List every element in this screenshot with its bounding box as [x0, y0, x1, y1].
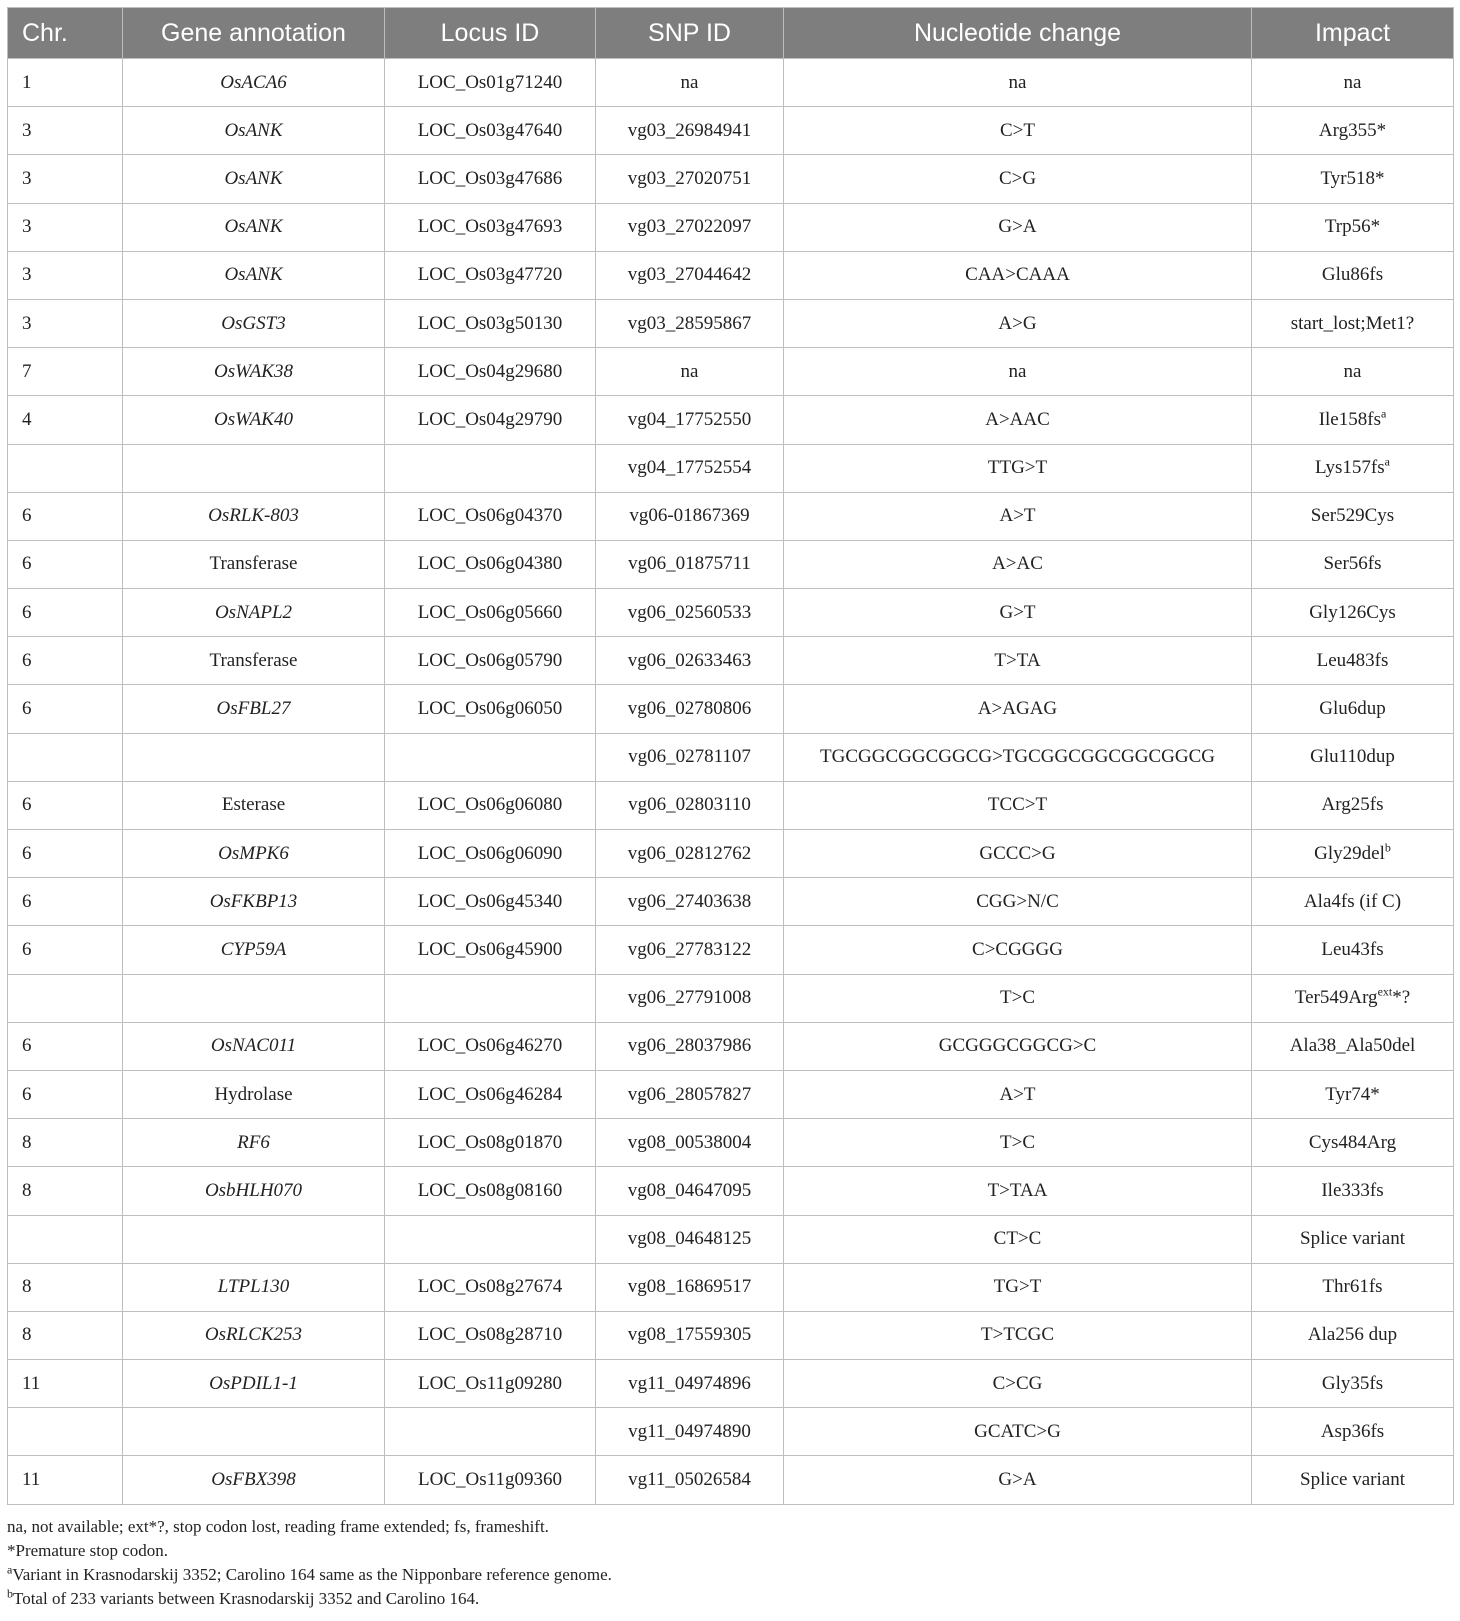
table-row [8, 781, 1454, 829]
change-cell: CT>C [784, 1215, 1252, 1263]
table-row [8, 492, 1454, 540]
table-row [8, 830, 1454, 878]
locus-cell: LOC_Os06g06080 [385, 781, 596, 829]
snp-cell: vg06_02803110 [596, 781, 784, 829]
change-cell: TGCGGCGGCGGCG>TGCGGCGGCGGCGGCG [784, 733, 1252, 781]
snp-cell: vg03_27020751 [596, 155, 784, 203]
impact-text: Ile333fs [1321, 1179, 1384, 1201]
impact-cell [1252, 1408, 1454, 1456]
change-cell: G>T [784, 589, 1252, 637]
change-cell: GCCC>G [784, 830, 1252, 878]
table-row [8, 733, 1454, 781]
gene-cell: OsFKBP13 [123, 878, 385, 926]
impact-text: Leu43fs [1321, 938, 1384, 960]
chr-cell: 4 [8, 396, 123, 444]
locus-cell: LOC_Os11g09280 [385, 1360, 596, 1408]
gene-cell: OsANK [123, 251, 385, 299]
change-cell: CAA>CAAA [784, 251, 1252, 299]
snp-cell: na [596, 348, 784, 396]
impact-cell [1252, 1022, 1454, 1070]
locus-cell: LOC_Os06g46270 [385, 1022, 596, 1070]
snp-cell: vg06_02812762 [596, 830, 784, 878]
chr-cell: 8 [8, 1311, 123, 1359]
change-cell: C>CGGGG [784, 926, 1252, 974]
impact-cell [1252, 299, 1454, 347]
table-row [8, 685, 1454, 733]
gene-cell: OsFBL27 [123, 685, 385, 733]
gene-cell: OsRLCK253 [123, 1311, 385, 1359]
impact-cell [1252, 685, 1454, 733]
gene-cell: OsbHLH070 [123, 1167, 385, 1215]
impact-cell [1252, 637, 1454, 685]
change-cell: C>T [784, 107, 1252, 155]
snp-cell: vg11_04974896 [596, 1360, 784, 1408]
table-row [8, 203, 1454, 251]
table-row [8, 1070, 1454, 1118]
impact-cell [1252, 781, 1454, 829]
change-cell: T>TCGC [784, 1311, 1252, 1359]
snp-cell: vg04_17752550 [596, 396, 784, 444]
snp-cell: vg11_05026584 [596, 1456, 784, 1504]
locus-cell [385, 974, 596, 1022]
impact-cell [1252, 1070, 1454, 1118]
locus-cell: LOC_Os11g09360 [385, 1456, 596, 1504]
locus-cell: LOC_Os01g71240 [385, 59, 596, 107]
impact-cell [1252, 1311, 1454, 1359]
locus-cell: LOC_Os06g05660 [385, 589, 596, 637]
snp-cell: vg03_27044642 [596, 251, 784, 299]
impact-cell [1252, 974, 1454, 1022]
locus-cell: LOC_Os04g29790 [385, 396, 596, 444]
gene-cell: Transferase [123, 540, 385, 588]
snp-cell: vg08_04647095 [596, 1167, 784, 1215]
impact-cell [1252, 1456, 1454, 1504]
header-chr: Chr. [8, 8, 123, 59]
header-row [8, 8, 1454, 59]
impact-text: Tyr74* [1325, 1083, 1380, 1105]
impact-cell [1252, 540, 1454, 588]
change-cell: A>T [784, 492, 1252, 540]
impact-cell [1252, 830, 1454, 878]
locus-cell: LOC_Os06g06050 [385, 685, 596, 733]
locus-cell: LOC_Os08g08160 [385, 1167, 596, 1215]
impact-cell [1252, 1215, 1454, 1263]
change-cell: A>G [784, 299, 1252, 347]
gene-cell [123, 733, 385, 781]
impact-text: na [1343, 71, 1362, 93]
chr-cell: 6 [8, 540, 123, 588]
table-row [8, 1215, 1454, 1263]
change-cell: C>G [784, 155, 1252, 203]
impact-text: Arg355* [1318, 119, 1387, 141]
gene-cell: OsNAPL2 [123, 589, 385, 637]
change-cell: G>A [784, 1456, 1252, 1504]
snp-cell: vg03_28595867 [596, 299, 784, 347]
header-gene-annotation: Gene annotation [123, 8, 385, 59]
page [7, 7, 1453, 1611]
chr-cell: 8 [8, 1119, 123, 1167]
locus-cell: LOC_Os06g04370 [385, 492, 596, 540]
footnote-b-mark: b [7, 1585, 13, 1600]
impact-footnote-mark: ext [1377, 984, 1393, 999]
change-cell: TCC>T [784, 781, 1252, 829]
impact-text: Ser529Cys [1310, 505, 1395, 527]
impact-cell [1252, 1360, 1454, 1408]
table-row [8, 107, 1454, 155]
gene-cell: OsPDIL1-1 [123, 1360, 385, 1408]
impact-cell [1252, 348, 1454, 396]
impact-cell [1252, 155, 1454, 203]
header-locus-id: Locus ID [385, 8, 596, 59]
impact-text: Gly29del [1314, 842, 1385, 864]
footnote-a-mark: a [7, 1561, 13, 1576]
impact-text: Arg25fs [1321, 794, 1384, 816]
impact-cell [1252, 107, 1454, 155]
gene-cell: LTPL130 [123, 1263, 385, 1311]
snp-cell: vg08_04648125 [596, 1215, 784, 1263]
impact-text: Tyr518* [1320, 167, 1385, 189]
snp-cell: vg08_00538004 [596, 1119, 784, 1167]
chr-cell [8, 974, 123, 1022]
table-row [8, 59, 1454, 107]
table-row [8, 348, 1454, 396]
locus-cell [385, 1215, 596, 1263]
locus-cell: LOC_Os03g47686 [385, 155, 596, 203]
table-row [8, 1408, 1454, 1456]
snp-cell: vg06_02781107 [596, 733, 784, 781]
change-cell: GCATC>G [784, 1408, 1252, 1456]
snp-cell: vg06_02780806 [596, 685, 784, 733]
change-cell: GCGGGCGGCG>C [784, 1022, 1252, 1070]
snp-cell: vg08_16869517 [596, 1263, 784, 1311]
gene-cell [123, 1215, 385, 1263]
table-row [8, 974, 1454, 1022]
change-cell: T>TA [784, 637, 1252, 685]
impact-cell [1252, 492, 1454, 540]
table-row [8, 251, 1454, 299]
table-row [8, 155, 1454, 203]
impact-text: Glu110dup [1310, 746, 1395, 768]
chr-cell: 6 [8, 589, 123, 637]
chr-cell: 6 [8, 1070, 123, 1118]
chr-cell [8, 733, 123, 781]
chr-cell [8, 1215, 123, 1263]
impact-text: Gly35fs [1321, 1372, 1384, 1394]
table-row [8, 926, 1454, 974]
table-row [8, 589, 1454, 637]
table-body [8, 59, 1454, 1505]
locus-cell: LOC_Os03g47693 [385, 203, 596, 251]
header-impact: Impact [1252, 8, 1454, 59]
table-footnotes [7, 1515, 1453, 1611]
snp-cell: vg03_26984941 [596, 107, 784, 155]
chr-cell: 1 [8, 59, 123, 107]
change-cell: T>C [784, 1119, 1252, 1167]
change-cell: TTG>T [784, 444, 1252, 492]
locus-cell: LOC_Os06g46284 [385, 1070, 596, 1118]
impact-cell [1252, 444, 1454, 492]
locus-cell: LOC_Os03g47640 [385, 107, 596, 155]
locus-cell: LOC_Os03g47720 [385, 251, 596, 299]
table-row [8, 1119, 1454, 1167]
chr-cell: 6 [8, 685, 123, 733]
impact-footnote-mark: a [1384, 454, 1390, 469]
impact-cell [1252, 589, 1454, 637]
impact-text: Trp56* [1324, 216, 1381, 238]
snp-cell: vg03_27022097 [596, 203, 784, 251]
gene-cell: CYP59A [123, 926, 385, 974]
change-cell: A>AAC [784, 396, 1252, 444]
table-row [8, 396, 1454, 444]
chr-cell: 6 [8, 926, 123, 974]
change-cell: na [784, 348, 1252, 396]
impact-text: na [1343, 360, 1362, 382]
footnote-a [7, 1563, 1453, 1587]
snp-cell: vg06_27783122 [596, 926, 784, 974]
chr-cell [8, 444, 123, 492]
change-cell: T>C [784, 974, 1252, 1022]
impact-cell [1252, 1263, 1454, 1311]
locus-cell: LOC_Os04g29680 [385, 348, 596, 396]
variants-table [7, 7, 1454, 1505]
impact-text: Ala4fs (if C) [1303, 890, 1402, 912]
gene-cell [123, 444, 385, 492]
table-row [8, 540, 1454, 588]
change-cell: C>CG [784, 1360, 1252, 1408]
gene-cell: OsMPK6 [123, 830, 385, 878]
footnote-premature-stop: *Premature stop codon. [7, 1540, 168, 1560]
chr-cell: 6 [8, 1022, 123, 1070]
snp-cell: vg06_28037986 [596, 1022, 784, 1070]
chr-cell: 6 [8, 492, 123, 540]
chr-cell: 3 [8, 155, 123, 203]
gene-cell: OsFBX398 [123, 1456, 385, 1504]
gene-cell: Transferase [123, 637, 385, 685]
gene-cell: OsNAC011 [123, 1022, 385, 1070]
table-row [8, 878, 1454, 926]
header-snp-id: SNP ID [596, 8, 784, 59]
footnote-a-text: Variant in Krasnodarskij 3352; Carolino 164 same as the Nipponbare reference genome. [12, 1564, 612, 1584]
impact-text: Ile158fs [1318, 408, 1381, 430]
footnote-abbreviations: na, not available; ext*?, stop codon lost, reading frame extended; fs, frameshift. [7, 1516, 549, 1536]
locus-cell: LOC_Os06g45340 [385, 878, 596, 926]
snp-cell: vg04_17752554 [596, 444, 784, 492]
chr-cell: 8 [8, 1263, 123, 1311]
impact-cell [1252, 396, 1454, 444]
impact-text: Asp36fs [1320, 1420, 1385, 1442]
impact-text: Cys484Arg [1308, 1131, 1397, 1153]
table-row [8, 1311, 1454, 1359]
locus-cell: LOC_Os06g04380 [385, 540, 596, 588]
impact-cell [1252, 878, 1454, 926]
change-cell: T>TAA [784, 1167, 1252, 1215]
locus-cell [385, 733, 596, 781]
chr-cell: 3 [8, 107, 123, 155]
chr-cell: 3 [8, 299, 123, 347]
gene-cell: RF6 [123, 1119, 385, 1167]
table-row [8, 1022, 1454, 1070]
change-cell: A>AGAG [784, 685, 1252, 733]
impact-text: Splice variant [1300, 1228, 1405, 1250]
snp-cell: vg06_02560533 [596, 589, 784, 637]
impact-footnote-mark: a [1380, 406, 1387, 421]
impact-text: start_lost;Met1? [1290, 312, 1415, 334]
snp-cell: vg06_28057827 [596, 1070, 784, 1118]
locus-cell: LOC_Os08g01870 [385, 1119, 596, 1167]
gene-cell [123, 974, 385, 1022]
gene-cell: OsGST3 [123, 299, 385, 347]
chr-cell: 8 [8, 1167, 123, 1215]
chr-cell: 3 [8, 203, 123, 251]
gene-cell: Esterase [123, 781, 385, 829]
chr-cell: 6 [8, 878, 123, 926]
gene-cell: OsANK [123, 203, 385, 251]
locus-cell: LOC_Os08g28710 [385, 1311, 596, 1359]
chr-cell [8, 1408, 123, 1456]
impact-suffix: *? [1392, 987, 1411, 1009]
locus-cell: LOC_Os06g06090 [385, 830, 596, 878]
gene-cell: OsWAK38 [123, 348, 385, 396]
footnote-b [7, 1587, 1453, 1611]
impact-cell [1252, 1119, 1454, 1167]
impact-text: Splice variant [1300, 1469, 1405, 1491]
table-row [8, 1456, 1454, 1504]
change-cell: na [784, 59, 1252, 107]
impact-text: Ala256 dup [1307, 1324, 1398, 1346]
impact-text: Thr61fs [1322, 1276, 1383, 1298]
impact-text: Glu6dup [1319, 698, 1386, 720]
table-row [8, 1263, 1454, 1311]
impact-text: Ter549Arg [1294, 987, 1378, 1009]
gene-cell: OsRLK-803 [123, 492, 385, 540]
header-nucleotide-change: Nucleotide change [784, 8, 1252, 59]
impact-cell [1252, 203, 1454, 251]
snp-cell: vg06_02633463 [596, 637, 784, 685]
gene-cell: OsWAK40 [123, 396, 385, 444]
table-row [8, 299, 1454, 347]
gene-cell: Hydrolase [123, 1070, 385, 1118]
footnote-b-text: Total of 233 variants between Krasnodarskij 3352 and Carolino 164. [13, 1588, 480, 1608]
locus-cell [385, 1408, 596, 1456]
chr-cell: 3 [8, 251, 123, 299]
impact-cell [1252, 733, 1454, 781]
snp-cell: vg06_01875711 [596, 540, 784, 588]
change-cell: A>T [784, 1070, 1252, 1118]
locus-cell: LOC_Os08g27674 [385, 1263, 596, 1311]
locus-cell [385, 444, 596, 492]
chr-cell: 6 [8, 637, 123, 685]
table-row [8, 1167, 1454, 1215]
impact-footnote-mark: b [1384, 840, 1391, 855]
gene-cell: OsANK [123, 155, 385, 203]
chr-cell: 6 [8, 781, 123, 829]
gene-cell [123, 1408, 385, 1456]
impact-cell [1252, 1167, 1454, 1215]
impact-text: Ala38_Ala50del [1289, 1035, 1416, 1057]
table-row [8, 444, 1454, 492]
chr-cell: 6 [8, 830, 123, 878]
impact-cell [1252, 59, 1454, 107]
change-cell: TG>T [784, 1263, 1252, 1311]
chr-cell: 11 [8, 1360, 123, 1408]
locus-cell: LOC_Os03g50130 [385, 299, 596, 347]
table-row [8, 1360, 1454, 1408]
gene-cell: OsACA6 [123, 59, 385, 107]
table-row [8, 637, 1454, 685]
impact-cell [1252, 251, 1454, 299]
impact-text: Lys157fs [1314, 457, 1385, 479]
impact-text: Glu86fs [1321, 264, 1384, 286]
impact-text: Ser56fs [1323, 553, 1382, 575]
snp-cell: na [596, 59, 784, 107]
snp-cell: vg08_17559305 [596, 1311, 784, 1359]
impact-text: Gly126Cys [1309, 601, 1396, 623]
snp-cell: vg06-01867369 [596, 492, 784, 540]
locus-cell: LOC_Os06g45900 [385, 926, 596, 974]
chr-cell: 7 [8, 348, 123, 396]
chr-cell: 11 [8, 1456, 123, 1504]
change-cell: CGG>N/C [784, 878, 1252, 926]
impact-text: Leu483fs [1316, 649, 1389, 671]
gene-cell: OsANK [123, 107, 385, 155]
snp-cell: vg06_27403638 [596, 878, 784, 926]
locus-cell: LOC_Os06g05790 [385, 637, 596, 685]
snp-cell: vg11_04974890 [596, 1408, 784, 1456]
snp-cell: vg06_27791008 [596, 974, 784, 1022]
change-cell: G>A [784, 203, 1252, 251]
change-cell: A>AC [784, 540, 1252, 588]
impact-cell [1252, 926, 1454, 974]
